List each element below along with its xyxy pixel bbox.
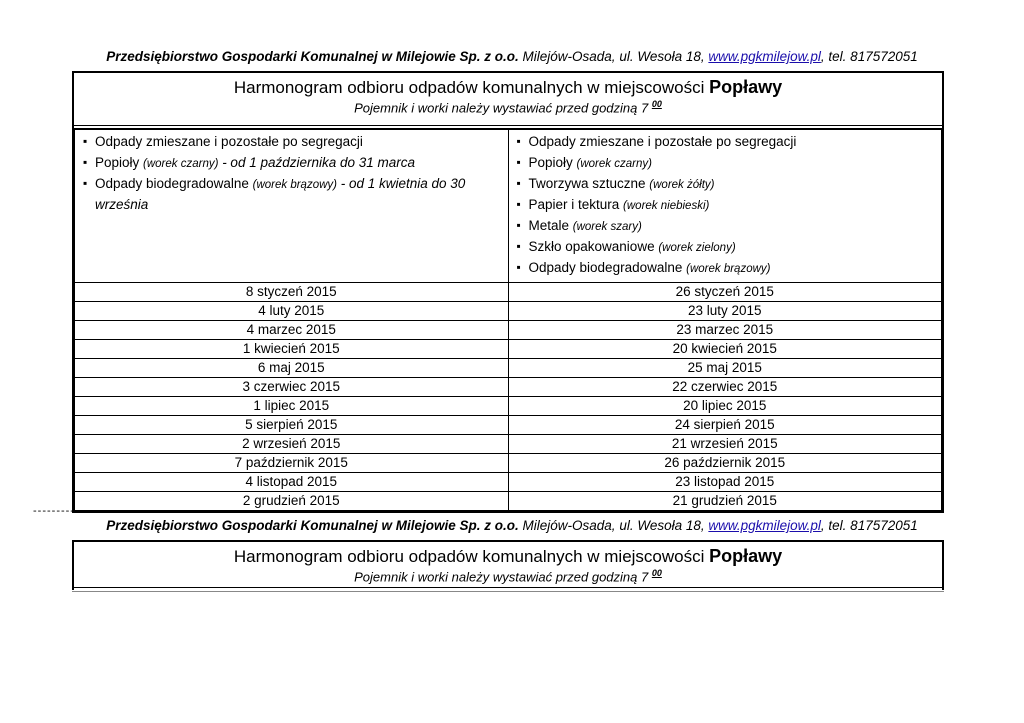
schedule-title-2: Harmonogram odbioru odpadów komunalnych w miejscowości Popławy <box>233 546 783 566</box>
title-area <box>74 77 942 125</box>
schedule-subtitle-2: Pojemnik i worki należy wystawiać przed godziną 7 $^{00}$ <box>354 568 662 585</box>
schedule-subtitle: Pojemnik i worki należy wystawiać przed godziną 7 $^{00}$ <box>354 99 662 116</box>
right-categories <box>508 130 942 283</box>
company-website-link[interactable]: www.pgkmilejow.pl <box>708 49 821 64</box>
left-pickup-date: 4 luty 2015 <box>75 302 509 321</box>
schedule-row <box>75 473 942 492</box>
right-pickup-date: 23 listopad 2015 <box>508 473 942 492</box>
left-pickup-date: 2 wrzesień 2015 <box>75 435 509 454</box>
right-pickup-date: 25 maj 2015 <box>508 359 942 378</box>
schedule-row <box>75 283 942 302</box>
schedule-table <box>74 129 942 511</box>
right-pickup-date: 21 grudzień 2015 <box>508 492 942 511</box>
schedule-row <box>75 397 942 416</box>
left-pickup-date: 4 listopad 2015 <box>75 473 509 492</box>
schedule-row <box>75 454 942 473</box>
bottom-divider-2 <box>72 587 944 592</box>
title-area-2 <box>74 546 942 584</box>
company-header <box>0 49 1024 64</box>
schedule-box-2 <box>72 540 944 590</box>
company-address-2: Milejów-Osada, ul. Wesoła 18, <box>518 518 709 533</box>
company-phone: , tel. 817572051 <box>820 49 918 64</box>
left-category-item: ▪ Odpady zmieszane i pozostałe po segregacji <box>95 132 502 153</box>
schedule-title: Harmonogram odbioru odpadów komunalnych w miejscowości Popławy <box>233 77 783 97</box>
right-category-item: ▪ Tworzywa sztuczne (worek żółty) <box>529 174 936 195</box>
left-pickup-date: 1 kwiecień 2015 <box>75 340 509 359</box>
right-pickup-date: 26 październik 2015 <box>508 454 942 473</box>
schedule-row <box>75 359 942 378</box>
right-category-item: ▪ Metale (worek szary) <box>529 216 936 237</box>
company-header-2 <box>0 518 1024 533</box>
schedule-row <box>75 378 942 397</box>
left-category-item: ▪ Odpady biodegradowalne (worek brązowy) - od 1 kwietnia do 30 września <box>95 174 502 214</box>
left-pickup-date: 1 lipiec 2015 <box>75 397 509 416</box>
right-pickup-date: 22 czerwiec 2015 <box>508 378 942 397</box>
company-phone-2: , tel. 817572051 <box>820 518 918 533</box>
schedule-row <box>75 435 942 454</box>
left-pickup-date: 8 styczeń 2015 <box>75 283 509 302</box>
right-pickup-date: 20 lipiec 2015 <box>508 397 942 416</box>
hour-superscript: 00 <box>651 99 662 109</box>
right-category-item: ▪ Papier i tektura (worek niebieski) <box>529 195 936 216</box>
left-pickup-date: 5 sierpień 2015 <box>75 416 509 435</box>
place-name-2: Popławy <box>709 546 783 566</box>
right-pickup-date: 26 styczeń 2015 <box>508 283 942 302</box>
right-pickup-date: 24 sierpień 2015 <box>508 416 942 435</box>
left-pickup-date: 3 czerwiec 2015 <box>75 378 509 397</box>
left-pickup-date: 6 maj 2015 <box>75 359 509 378</box>
left-pickup-date: 7 październik 2015 <box>75 454 509 473</box>
hour-superscript-2: 00 <box>651 568 662 578</box>
left-pickup-date: 4 marzec 2015 <box>75 321 509 340</box>
right-category-item: ▪ Odpady biodegradowalne (worek brązowy) <box>529 258 936 279</box>
schedule-box <box>72 71 944 513</box>
schedule-row <box>75 416 942 435</box>
schedule-row <box>75 492 942 511</box>
left-category-item: ▪ Popioły (worek czarny) - od 1 października do 31 marca <box>95 153 502 174</box>
right-pickup-date: 23 marzec 2015 <box>508 321 942 340</box>
cut-separator: ----------- <box>33 505 85 517</box>
right-pickup-date: 23 luty 2015 <box>508 302 942 321</box>
company-name-2: Przedsiębiorstwo Gospodarki Komunalnej w Milejowie Sp. z o.o. <box>106 518 519 533</box>
right-category-item: ▪ Odpady zmieszane i pozostałe po segregacji <box>529 132 936 153</box>
right-category-item: ▪ Szkło opakowaniowe (worek zielony) <box>529 237 936 258</box>
company-website-link-2[interactable]: www.pgkmilejow.pl <box>708 518 821 533</box>
left-pickup-date: 2 grudzień 2015 <box>75 492 509 511</box>
place-name: Popławy <box>709 77 783 97</box>
right-pickup-date: 21 wrzesień 2015 <box>508 435 942 454</box>
right-pickup-date: 20 kwiecień 2015 <box>508 340 942 359</box>
schedule-row <box>75 340 942 359</box>
schedule-row <box>75 321 942 340</box>
right-category-item: ▪ Popioły (worek czarny) <box>529 153 936 174</box>
company-address: Milejów-Osada, ul. Wesoła 18, <box>518 49 709 64</box>
company-name: Przedsiębiorstwo Gospodarki Komunalnej w Milejowie Sp. z o.o. <box>106 49 519 64</box>
schedule-row <box>75 302 942 321</box>
left-categories <box>75 130 509 283</box>
categories-row <box>75 130 942 283</box>
